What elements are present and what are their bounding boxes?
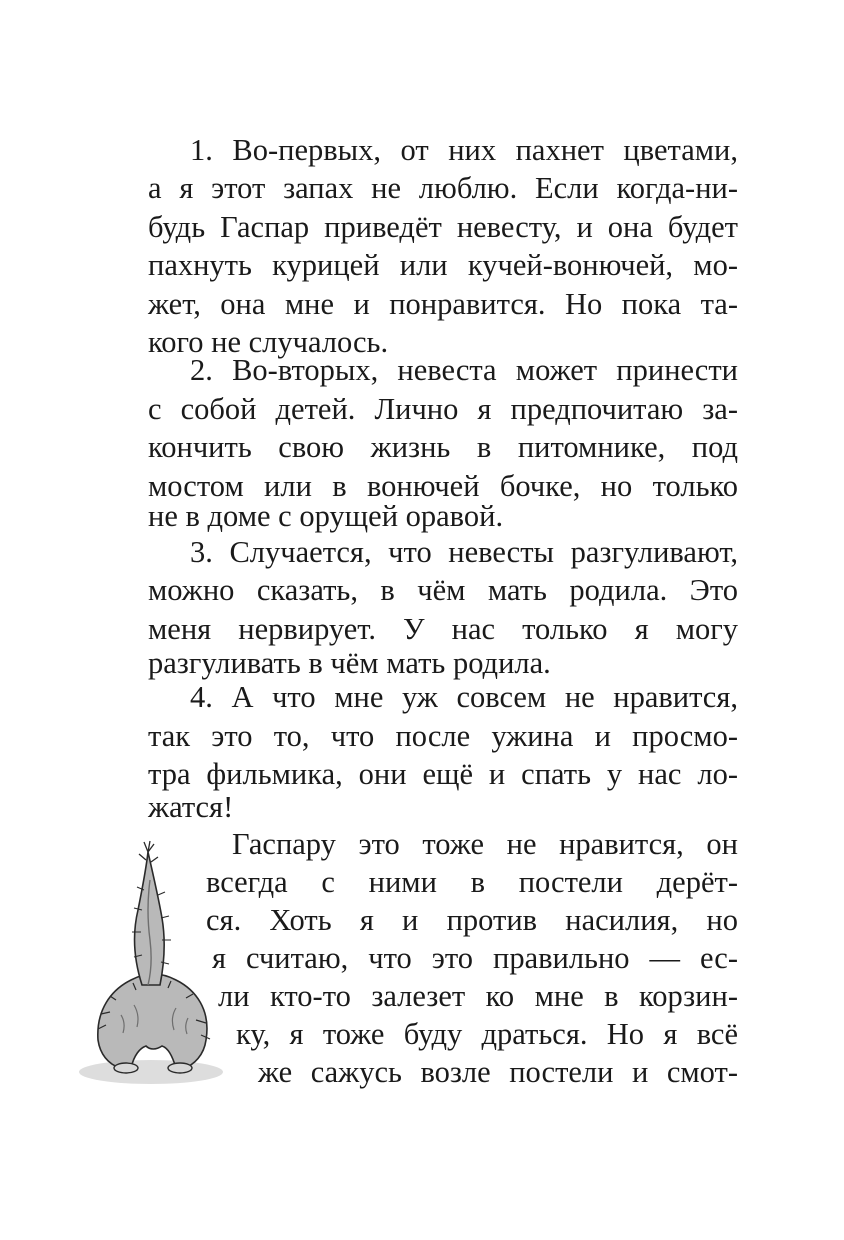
text-line: пахнуть курицей или кучей-вонючей, мо- — [148, 248, 738, 282]
text-line: я считаю, что это правильно — ес- — [212, 941, 738, 975]
text-line: ку, я тоже буду драться. Но я всё — [236, 1017, 738, 1051]
text-line: будь Гаспар приведёт невесту, и она будет — [148, 210, 738, 244]
text-line: не в доме с орущей оравой. — [148, 499, 504, 533]
dog-illustration — [76, 840, 226, 1090]
text-line: ся. Хоть я и против насилия, но — [206, 903, 738, 937]
text-line: Гаспару это тоже не нравится, он — [232, 827, 738, 861]
text-line: так это то, что после ужина и просмо- — [148, 719, 738, 753]
text-line: ли кто-то залезет ко мне в корзин- — [218, 979, 738, 1013]
text-line: кого не случалось. — [148, 325, 389, 359]
text-line: 1. Во-первых, от них пахнет цветами, — [190, 133, 738, 167]
text-line: можно сказать, в чём мать родила. Это — [148, 573, 738, 607]
dog-tail-icon — [76, 840, 226, 1090]
text-line: 2. Во-вторых, невеста может принести — [190, 353, 738, 387]
text-line: кончить свою жизнь в питомнике, под — [148, 430, 738, 464]
text-line: меня нервирует. У нас только я могу — [148, 612, 738, 646]
text-line: жет, она мне и понравится. Но пока та- — [148, 287, 738, 321]
text-line: разгуливать в чём мать родила. — [148, 646, 551, 680]
text-line: а я этот запах не люблю. Если когда-ни- — [148, 171, 738, 205]
text-line: тра фильмика, они ещё и спать у нас ло- — [148, 757, 738, 791]
text-line: 4. А что мне уж совсем не нравится, — [190, 680, 738, 714]
text-line: с собой детей. Лично я предпочитаю за- — [148, 392, 738, 426]
text-line: 3. Случается, что невесты разгуливают, — [190, 535, 738, 569]
text-line: мостом или в вонючей бочке, но только — [148, 469, 738, 503]
text-line: же сажусь возле постели и смот- — [258, 1055, 738, 1089]
text-line: жатся! — [148, 790, 234, 824]
text-line: всегда с ними в постели дерёт- — [206, 865, 738, 899]
